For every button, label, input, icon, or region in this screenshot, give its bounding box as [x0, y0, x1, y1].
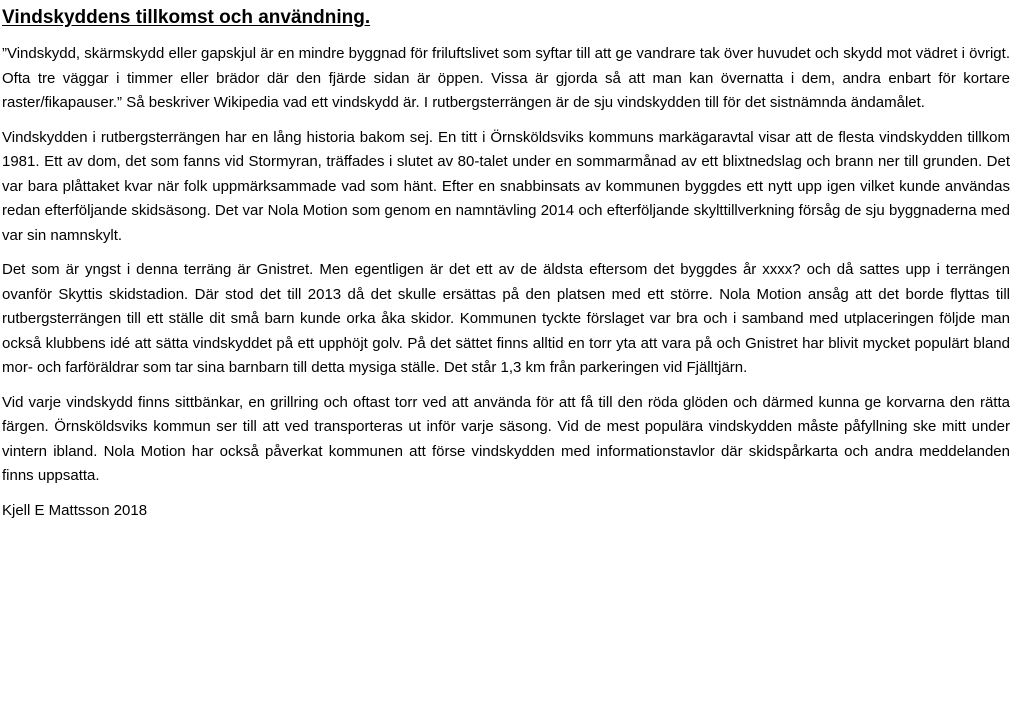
paragraph-facilities: Vid varje vindskydd finns sittbänkar, en grillring och oftast torr ved att använda för att få till den röda glöden och därmed kunna ge korvarna den rätta färgen. Örnsköldsviks kommun ser till att ved transporteras ut inför varje säsong. Vid de mest populära vindskydden måste påfyllning ske mitt under vintern ibland. Nola Motion har också påverkat kommunen att förse vindskydden med informationstavlor där skidspårkarta och andra meddelanden finns uppsatta. [2, 393, 1010, 484]
author-signature: Kjell E Mattsson 2018 [2, 501, 148, 519]
paragraph-wikipedia-definition: ”Vindskydd, skärmskydd eller gapskjul är en mindre byggnad för friluftslivet som syftar till att ge vandrare tak över huvudet och skydd mot vädret i övrigt. Ofta tre väggar i timmer eller brädor där den fjärde sidan är öppen. Vissa är gjorda så att man kan övernatta i dem, andra enbart för kortare raster/fikapauser.” Så beskriver Wikipedia vad ett vindskydd är. I rutbergsterrängen är de sju vindskydden till för det sistnämnda ändamålet. [2, 45, 1010, 111]
paragraph-history: Vindskydden i rutbergsterrängen har en lång historia bakom sej. En titt i Örnsköldsviks kommuns markägaravtal visar att de flesta vindskydden tillkom 1981. Ett av dom, det som fanns vid Stormyran, träffades i slutet av 80-talet under en sommarmånad av ett blixtnedslag och brann ner till grunden. Det var bara plåttaket kvar när folk uppmärksammade vad som hänt. Efter en snabbinsats av kommunen byggdes ett nytt upp igen vilket kunde användas redan efterföljande skidsäsong. Det var Nola Motion som genom en namntävling 2014 och efterföljande skylttillverkning försåg de sju byggnaderna med var sin namnskylt. [2, 128, 1010, 244]
document-title: Vindskyddens tillkomst och användning. [2, 7, 371, 28]
document-body [2, 42, 1010, 523]
paragraph-gnistret: Det som är yngst i denna terräng är Gnistret. Men egentligen är det ett av de äldsta eftersom det byggdes år xxxx? och då sattes upp i terrängen ovanför Skyttis skidstadion. Där stod det till 2013 då det skulle ersättas på den platsen med ett större. Nola Motion ansåg att det borde flyttas till rutbergsterrängen till ett ställe dit små barn kunde orka åka skidor. Kommunen tyckte förslaget var bra och i samband med utplaceringen följde man också klubbens idé att sätta vindskyddet på ett upphöjt golv. På det sättet finns alltid en torr yta att vara på och Gnistret har blivit mycket populärt bland mor- och farföräldrar som tar sina barnbarn till detta mysiga ställe. Det står 1,3 km från parkeringen vid Fjälltjärn. [2, 261, 1010, 376]
